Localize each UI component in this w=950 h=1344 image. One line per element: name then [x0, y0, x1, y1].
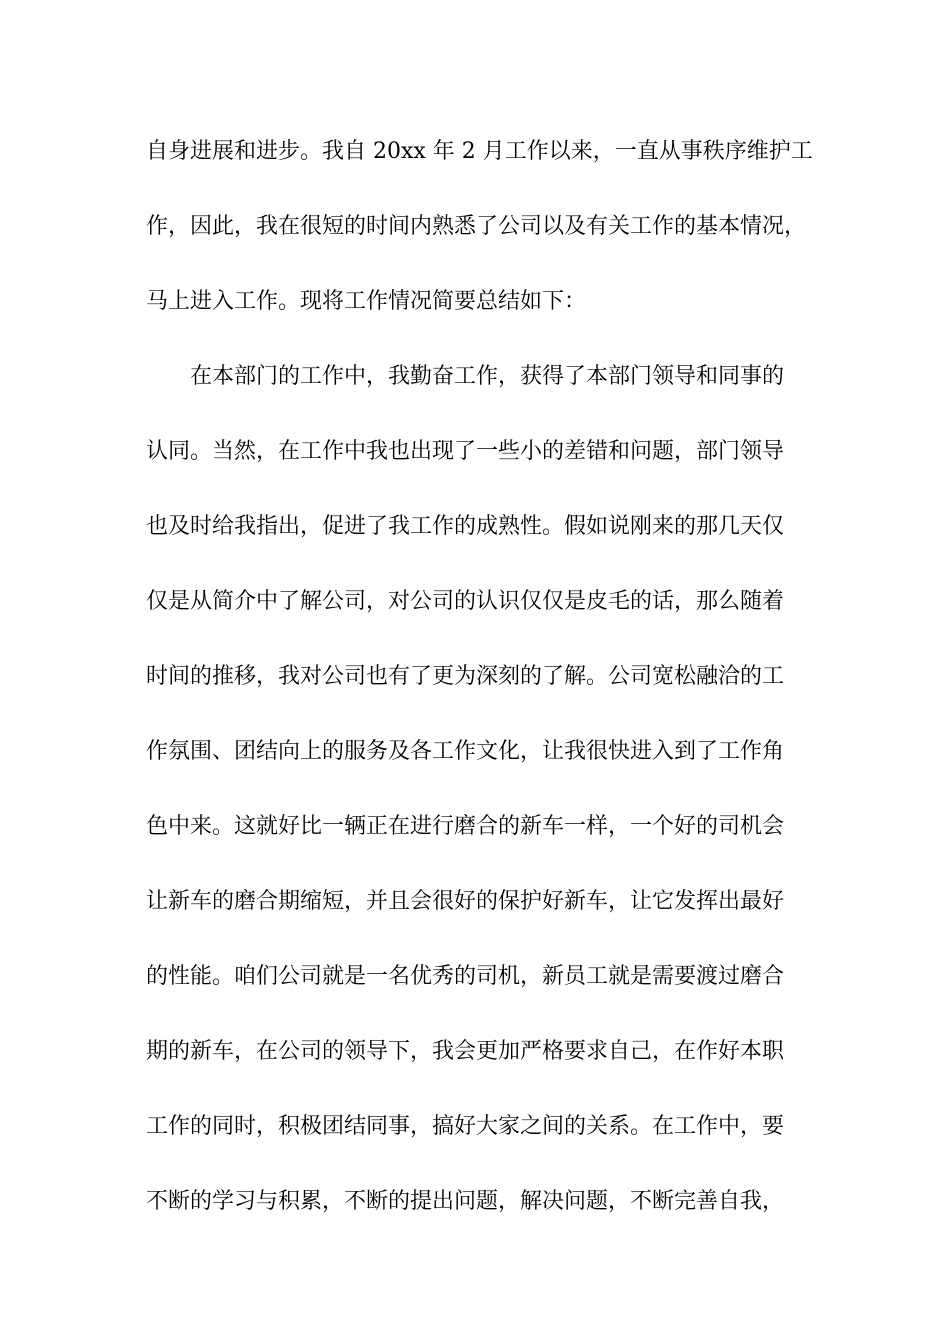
- text-line: 仅是从简介中了解公司，对公司的认识仅仅是皮毛的话，那么随着: [146, 589, 785, 614]
- text-line: 让新车的磨合期缩短，并且会很好的保护好新车，让它发挥出最好: [146, 889, 785, 914]
- text-line: 的性能。咱们公司就是一名优秀的司机，新员工就是需要渡过磨合: [146, 964, 785, 989]
- text-line: 作氛围、团结向上的服务及各工作文化，让我很快进入到了工作角: [146, 739, 785, 764]
- text-line: 不断的学习与积累，不断的提出问题，解决问题，不断完善自我，: [146, 1189, 785, 1214]
- document-body: [146, 130, 811, 1255]
- text-line: 作，因此，我在很短的时间内熟悉了公司以及有关工作的基本情况，: [146, 214, 807, 239]
- text-line: 认同。当然，在工作中我也出现了一些小的差错和问题，部门领导: [146, 439, 785, 464]
- paragraph-first-line: 在本部门的工作中，我勤奋工作，获得了本部门领导和同事的: [190, 364, 785, 389]
- text-line: 期的新车，在公司的领导下，我会更加严格要求自己，在作好本职: [146, 1039, 785, 1064]
- text-line: 自身进展和进步。我自 20xx 年 2 月工作以来，一直从事秩序维护工: [146, 139, 813, 164]
- text-line: 时间的推移，我对公司也有了更为深刻的了解。公司宽松融洽的工: [146, 664, 785, 689]
- text-line: 马上进入工作。现将工作情况简要总结如下：: [146, 289, 587, 314]
- text-line: 色中来。这就好比一辆正在进行磨合的新车一样，一个好的司机会: [146, 814, 785, 839]
- text-line: 工作的同时，积极团结同事，搞好大家之间的关系。在工作中，要: [146, 1114, 785, 1139]
- text-line: 也及时给我指出，促进了我工作的成熟性。假如说刚来的那几天仅: [146, 514, 785, 539]
